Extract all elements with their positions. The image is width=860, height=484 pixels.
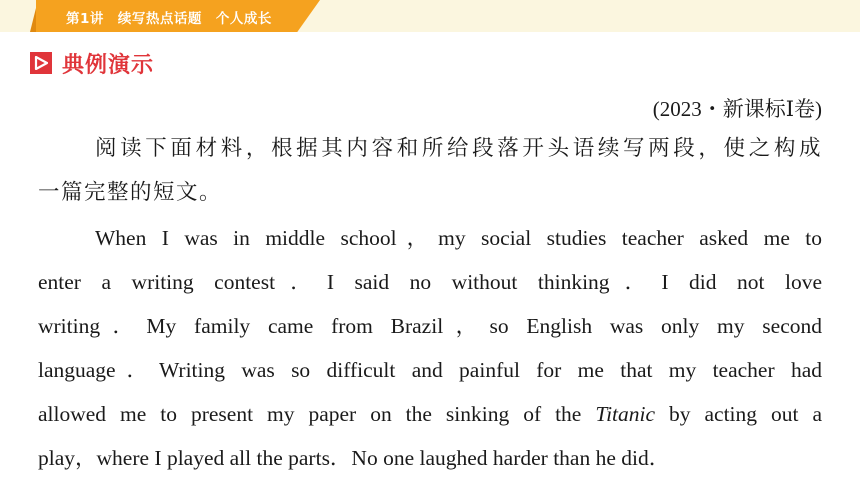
instruction-line: 一篇完整的短文。 xyxy=(38,180,223,205)
passage-line: When I was in middle school，my social studies teacher asked me to xyxy=(95,226,822,250)
section-heading xyxy=(30,50,154,76)
passage-line: enter a writing contest．I said no without thinking．I did not love xyxy=(38,270,822,294)
play-icon xyxy=(30,52,52,74)
lesson-title: 第1讲 续写热点话题 个人成长 xyxy=(66,11,272,27)
passage-line xyxy=(38,392,822,436)
instruction-line: 阅读下面材料，根据其内容和所给段落开头语续写两段，使之构成 xyxy=(95,136,822,161)
section-title: 典例演示 xyxy=(62,52,155,78)
passage-line: language．Writing was so difficult and painful for me that my teacher had xyxy=(38,358,822,382)
passage-line: play，where I played all the parts．No one laughed harder than he did． xyxy=(38,446,671,470)
passage-paragraph xyxy=(38,216,822,480)
passage-line: writing．My family came from Brazil，so English was only my second xyxy=(38,314,822,338)
exam-source: (2023・新课标Ⅰ卷) xyxy=(652,97,822,121)
instruction-paragraph xyxy=(38,127,822,215)
passage-text: allowed me to present my paper on the sinking of the xyxy=(38,402,596,426)
passage-text: by acting out a xyxy=(655,402,822,426)
ship-name: Titanic xyxy=(595,402,656,426)
